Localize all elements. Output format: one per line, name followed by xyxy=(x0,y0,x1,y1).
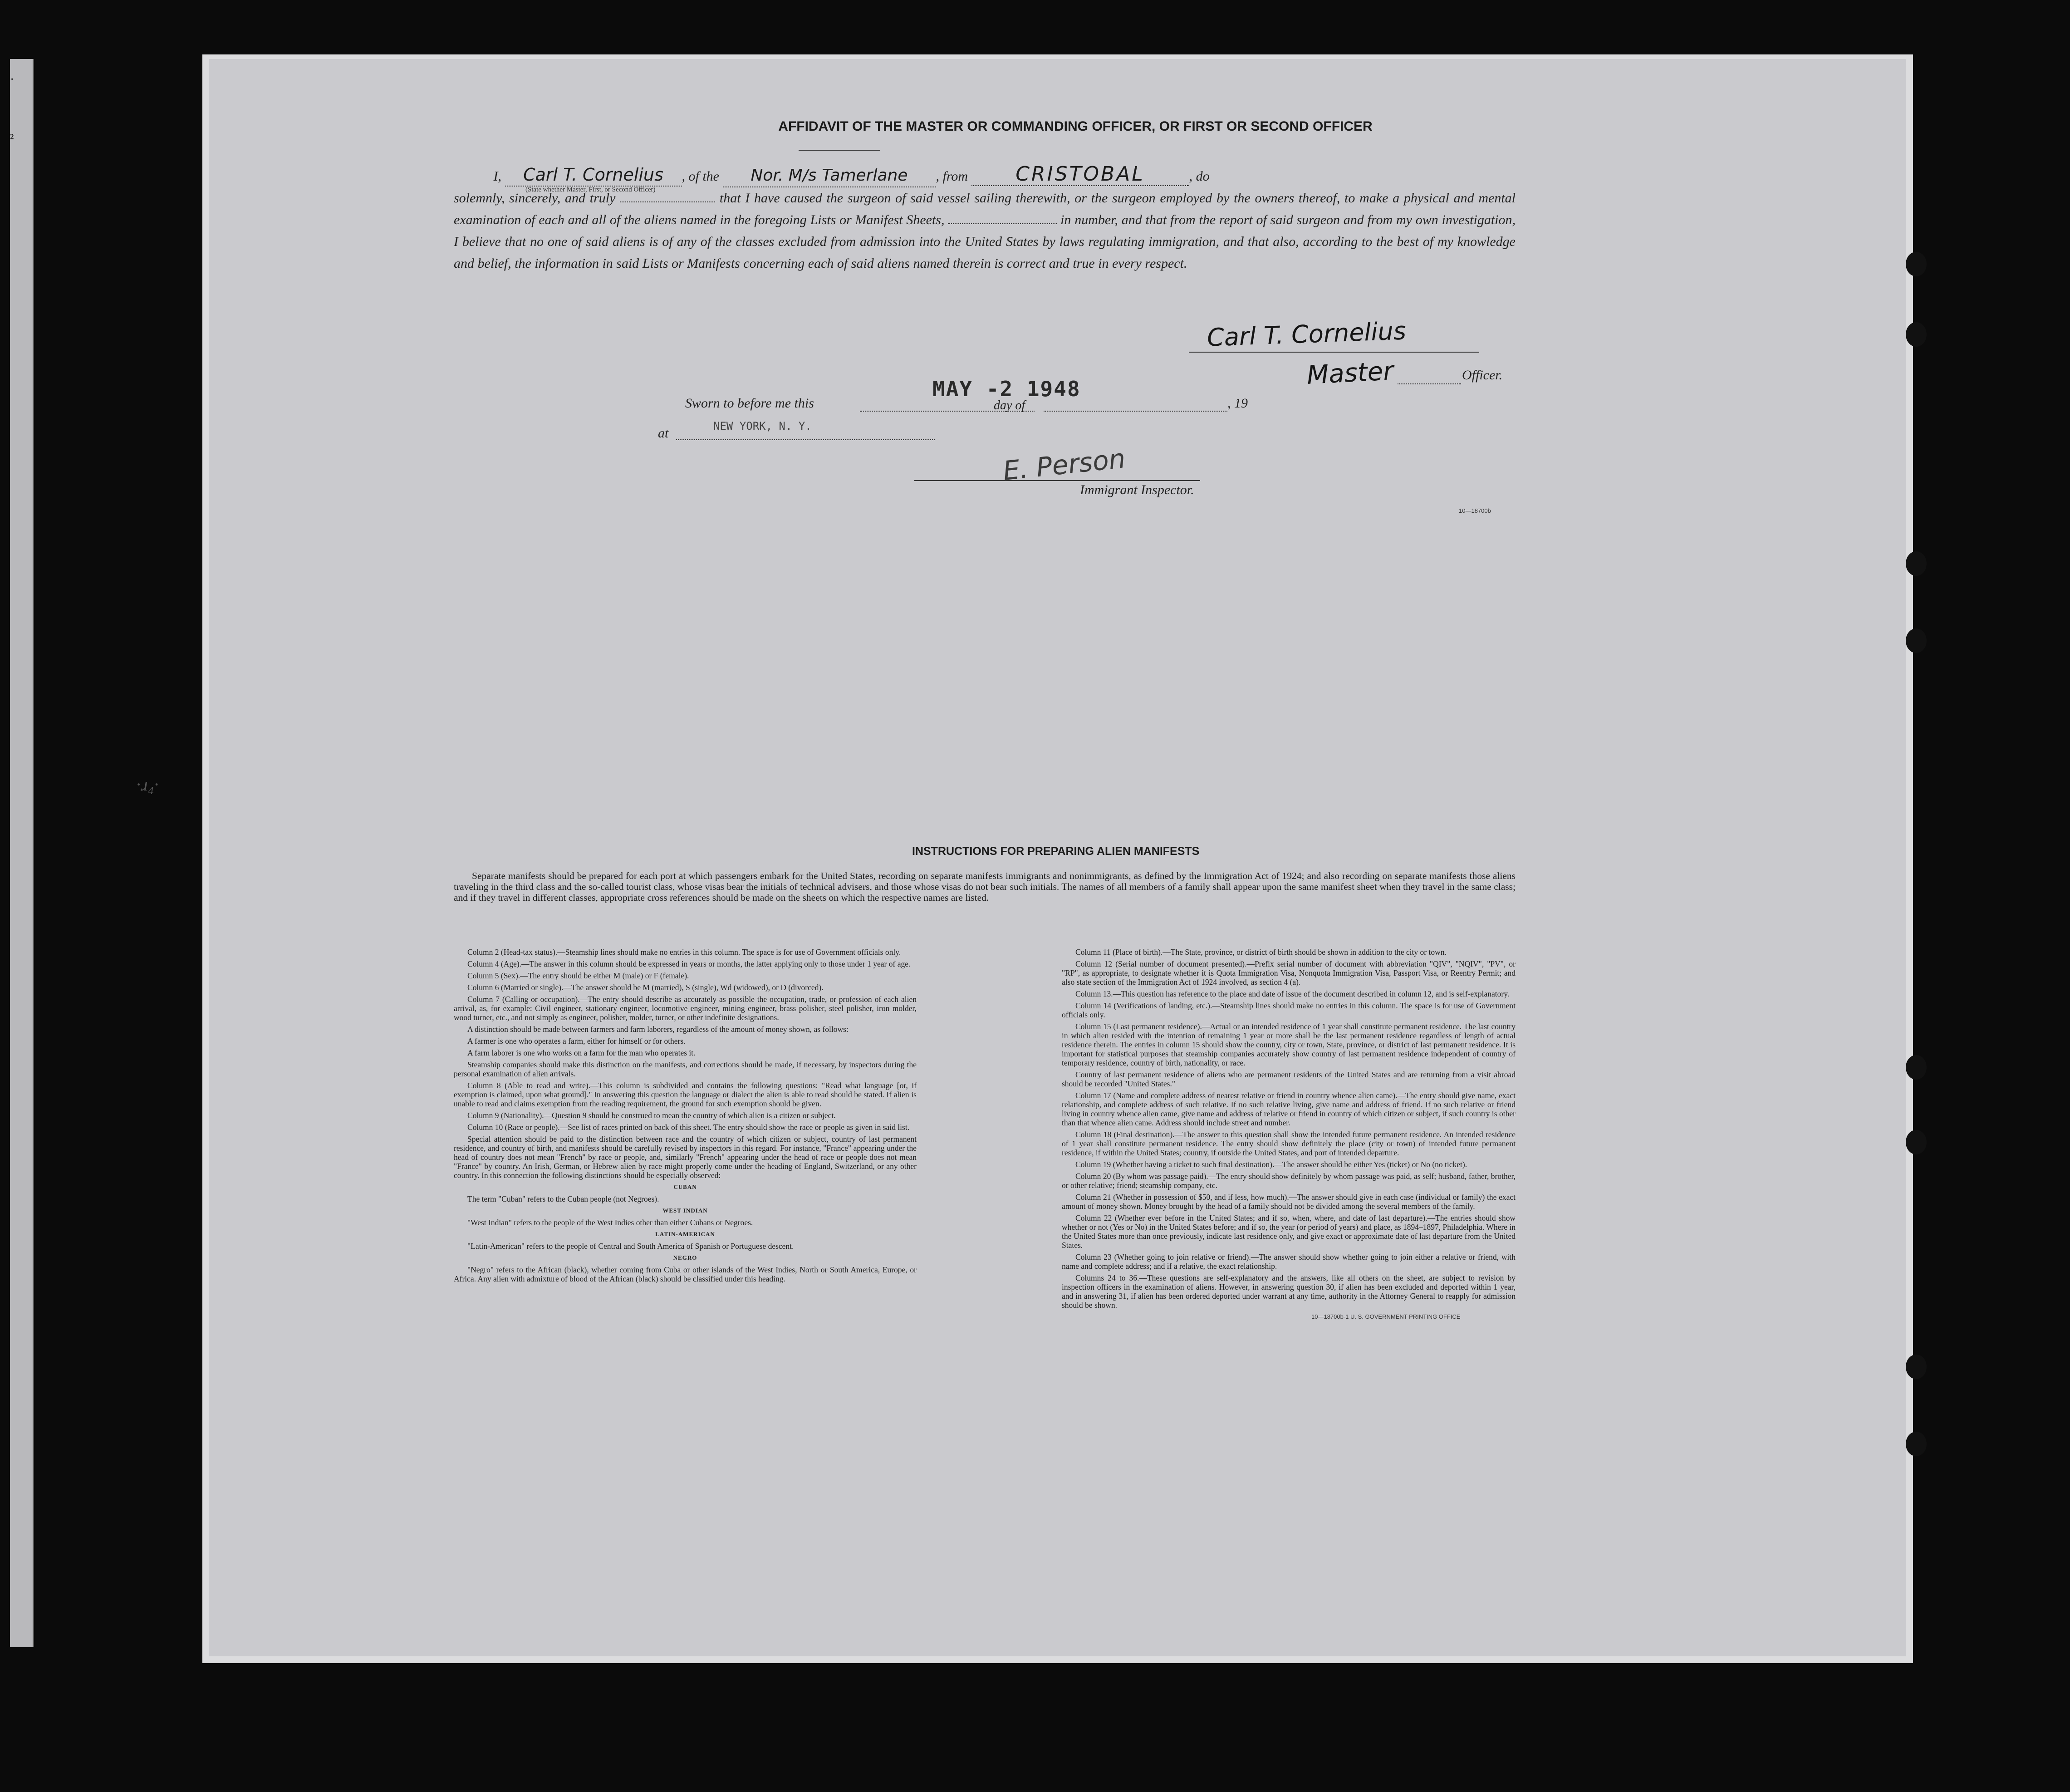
affidavit-text: solemnly, sincerely, and truly xyxy=(454,191,616,206)
place-line xyxy=(676,439,935,440)
instructions-left-column xyxy=(454,948,917,1286)
blank-field xyxy=(620,201,715,202)
instruction-paragraph: Column 5 (Sex).—The entry should be either M (male) or F (female). xyxy=(467,971,689,980)
signature-line xyxy=(1189,352,1479,353)
instruction-paragraph: Steamship companies should make this distinction on the manifests, and corrections should be made, if necessary, by inspectors during the personal examination of alien arrivals. xyxy=(454,1060,917,1078)
inspector-line xyxy=(914,480,1200,481)
instruction-paragraph: Column 20 (By whom was passage paid).—The entry should show definitely by whom passage was paid, as self; husband, father, brother, or other relative; friend; steamship company, etc. xyxy=(1062,1172,1516,1190)
instruction-paragraph: Column 12 (Serial number of document presented).—Prefix serial number of document with abbreviation "QIV", "NQIV", "PV", or "RP", as appropriate, to designate whether it is Quota Immigration Visa, Nonquota Immigration Visa, Passport Visa, or Reentry Permit; and also state section of the Immigration Act of 1924 involved, as section 4 (a). xyxy=(1062,959,1516,987)
instruction-paragraph: Column 15 (Last permanent residence).—Actual or an intended residence of 1 year shall constitute permanent residence. The last country in which alien resided with the intention of remaining 1 year or more shall be the last permanent residence regardless of length of actual residence therein. The entries in column 15 should show the country, city or town, State, province, or district of last permanent residence. It is important for statistical purposes that steamship companies accurately show country of last permanent residence independent of country of temporary residence, country of birth, nationality, or race. xyxy=(1062,1022,1516,1067)
instruction-paragraph: Column 23 (Whether going to join relative or friend).—The answer should show whether going to join either a relative or friend, with name and complete address; and if a relative, the exact relationship. xyxy=(1062,1252,1516,1271)
officer-label: Officer. xyxy=(1462,368,1503,383)
instruction-paragraph: The term "Cuban" refers to the Cuban people (not Negroes). xyxy=(467,1194,659,1203)
affidavit-text: I, xyxy=(493,169,501,184)
affidavit-body xyxy=(454,163,1516,275)
affidavit-text: in number, and that from the report of said surgeon and from my own investigation, I believe that no one of said aliens is of any of the classes excluded from admission into the United States by laws regulating immigration, and that also, according to the best of my knowledge and belief, the information in said Lists or Manifests concerning each of said aliens named therein is correct and true in every respect. xyxy=(454,212,1516,271)
count-field xyxy=(948,223,1057,224)
officer-title-field: Master xyxy=(1306,356,1394,390)
punch-hole xyxy=(1906,1130,1927,1154)
instruction-paragraph: "Latin-American" refers to the people of Central and South America of Spanish or Portuguese descent. xyxy=(467,1242,794,1251)
instruction-paragraph: A farm laborer is one who works on a farm for the man who operates it. xyxy=(467,1048,696,1057)
punch-hole xyxy=(1906,1355,1927,1379)
punch-hole xyxy=(1906,1432,1927,1456)
instruction-paragraph: Column 21 (Whether in possession of $50, and if less, how much).—The answer should give in each case (individual or family) the exact amount of money shown. Money brought by the head of a family should not be divided among the several members of the family. xyxy=(1062,1193,1516,1211)
instruction-paragraph: A distinction should be made between farmers and farm laborers, regardless of the amount of money shown, as follows: xyxy=(467,1025,849,1034)
master-name-field: Carl T. Cornelius xyxy=(505,164,682,187)
adjacent-page-strip: · ² xyxy=(10,59,34,1647)
officer-line xyxy=(1398,383,1461,384)
inspector-label: Immigrant Inspector. xyxy=(1080,482,1194,497)
instruction-paragraph: Column 11 (Place of birth).—The State, province, or district of birth should be shown in addition to the city or town. xyxy=(1075,948,1447,957)
instruction-paragraph: Columns 24 to 36.—These questions are self-explanatory and the answers, like all others on the sheet, are subject to revision by inspection officers in the examination of aliens. However, in answering question 30, if alien has been excluded and deported within 1 year, and in answering 31, if alien has been ordered deported under warrant at any time, authority in the Attorney General to reapply for admission should be shown. xyxy=(1062,1273,1516,1310)
punch-hole xyxy=(1906,322,1927,347)
instruction-paragraph: Column 7 (Calling or occupation).—The entry should describe as accurately as possible the occupation, trade, or profession of each alien arrival, as, for example: Civil engineer, stationary engineer, locomotive engineer, mining engineer, brass polisher, steel polisher, iron molder, wood turner, etc., and not simply as engineer, polisher, molder, turner, or other indefinite designations. xyxy=(454,995,917,1022)
instructions-right-column xyxy=(1062,948,1516,1324)
day-of-label: day of xyxy=(994,398,1025,412)
inspector-signature: E. Person xyxy=(1001,443,1127,486)
sworn-label: Sworn to before me this xyxy=(685,396,814,411)
punch-hole xyxy=(1906,551,1927,576)
scan-mark: ·ɹ₄· xyxy=(136,774,159,795)
instruction-paragraph: Column 18 (Final destination).—The answer to this question shall show the intended future permanent residence. An intended residence of 1 year shall constitute permanent residence. The entry should show definitely the place (city or town) of intended future permanent residence, if within the United States; country, if outside the United States, and port of intended departure. xyxy=(1062,1130,1516,1157)
punch-hole xyxy=(1906,628,1927,653)
instruction-paragraph: Column 10 (Race or people).—See list of races printed on back of this sheet. The entry should show the race or people as given in said list. xyxy=(467,1123,910,1132)
instruction-paragraph: Special attention should be paid to the distinction between race and the country of which citizen or subject, country of last permanent residence, and country of birth, and manifests should be carefully revised by inspectors in this regard. For instance, "France" appearing under the head of country does not mean "French" by race or people, and, similarly "French" appearing under the head of race or people does not mean "France" by country. An Irish, German, or Hebrew alien by race might properly come under the heading of England, Switzerland, or any other country. In this connection the following distinctions should be especially observed: xyxy=(454,1134,917,1180)
affidavit-text: , do xyxy=(1189,169,1210,184)
instruction-paragraph: "Negro" refers to the African (black), whether coming from Cuba or other islands of the West Indies, North or South America, Europe, or Africa. Any alien with admixture of blood of the African (black) should be classified under this heading. xyxy=(454,1265,917,1283)
page-edge xyxy=(202,54,1913,1663)
title-rule xyxy=(799,150,880,151)
sworn-month-line xyxy=(1044,411,1227,412)
affidavit-text: , of the xyxy=(682,169,719,184)
place-stamp: NEW YORK, N. Y. xyxy=(713,420,812,432)
port-field: CRISTOBAL xyxy=(971,163,1189,186)
instruction-paragraph: Column 9 (Nationality).—Question 9 should be construed to mean the country of which alien is a citizen or subject. xyxy=(467,1111,836,1120)
subheading-cuban: CUBAN xyxy=(673,1183,697,1190)
date-stamp: MAY -2 1948 xyxy=(932,377,1081,401)
instruction-paragraph: Column 6 (Married or single).—The answer should be M (married), S (single), Wd (widowed), or D (divorced). xyxy=(467,983,824,992)
instruction-paragraph: Column 17 (Name and complete address of nearest relative or friend in country whence alien came).—The entry should give name, exact relationship, and complete address of such relative. If no such relative living, give name and address of friend. If no such relative or friend living in country whence alien came, give name and address of relative or friend in country of which citizen or subject, if such country is other than that whence alien came. Address should include street and number. xyxy=(1062,1091,1516,1127)
instruction-paragraph: Column 13.—This question has reference to the place and date of issue of the document described in column 12, and is self-explanatory. xyxy=(1075,989,1510,998)
instruction-paragraph: Column 2 (Head-tax status).—Steamship lines should make no entries in this column. The space is for use of Government officials only. xyxy=(467,948,901,957)
instructions-intro xyxy=(454,870,1516,903)
instruction-paragraph: Column 8 (Able to read and write).—This column is subdivided and contains the following questions: "Read what language [or, if exemption is claimed, upon what ground]." In answering this question the language or dialect the alien is able to read should be stated. If alien is unable to read and claims exemption from the reading requirement, the ground for such exemption should be given. xyxy=(454,1081,917,1108)
subheading-negro: NEGRO xyxy=(673,1254,697,1261)
instruction-paragraph: Column 19 (Whether having a ticket to such final destination).—The answer should be either Yes (ticket) or No (no ticket). xyxy=(1075,1160,1467,1169)
instructions-title: INSTRUCTIONS FOR PREPARING ALIEN MANIFESTS xyxy=(912,845,1200,858)
affidavit-text: that I have caused the surgeon of said vessel sailing therewith, or the surgeon employed by the owners thereof, to make a physical and mental examination of each and all of the aliens named in the foregoing Lists or Manifest Sheets, xyxy=(454,191,1516,227)
instruction-paragraph: A farmer is one who operates a farm, either for himself or for others. xyxy=(467,1036,686,1046)
at-label: at xyxy=(658,426,669,441)
intro-text: Separate manifests should be prepared for each port at which passengers embark for the United States, recording on separate manifests immigrants and nonimmigrants, as defined by the Immigration Act of 1924; and also recording on separate manifests those aliens traveling in the third class and the so-called tourist class, whose visas bear the initials of technical advisers, and those whose visas do not bear such initials. The names of all members of a family shall appear upon the same manifest sheet when they travel in the same class; and if they travel in different classes, appropriate cross references should be made on the sheets on which the respective names are listed. xyxy=(454,870,1516,903)
punch-hole xyxy=(1906,1055,1927,1080)
form-number: 10—18700b xyxy=(1459,507,1491,514)
instruction-paragraph: Column 14 (Verifications of landing, etc.).—Steamship lines should make no entries in this column. The space is for use of Government officials only. xyxy=(1062,1001,1516,1019)
subheading-latin-american: LATIN-AMERICAN xyxy=(655,1231,715,1237)
instruction-paragraph: Country of last permanent residence of aliens who are permanent residents of the United States and are returning from a visit abroad should be recorded "United States." xyxy=(1062,1070,1516,1088)
officer-note: (State whether Master, First, or Second Officer) xyxy=(525,186,656,193)
vessel-name-field: Nor. M/s Tamerlane xyxy=(723,165,936,187)
punch-hole xyxy=(1906,252,1927,276)
year-label: , 19 xyxy=(1227,396,1248,411)
instruction-paragraph: Column 22 (Whether ever before in the United States; and if so, when, where, and date of last departure).—The entries should show whether or not (Yes or No) in the United States before; and if so, the year (or period of years) and place, as 1894–1897, Philadelphia. Where in the United States more than once previously, indicate last residence only, and give exact or approximate date of last departure from the United States. xyxy=(1062,1213,1516,1250)
subheading-west-indian: WEST INDIAN xyxy=(662,1207,708,1214)
affidavit-title: AFFIDAVIT OF THE MASTER OR COMMANDING OFFICER, OR FIRST OR SECOND OFFICER xyxy=(778,119,1373,134)
instruction-paragraph: "West Indian" refers to the people of the West Indies other than either Cubans or Negroes. xyxy=(467,1218,753,1227)
instruction-paragraph: Column 4 (Age).—The answer in this column should be expressed in years or months, the latter applying only to those under 1 year of age. xyxy=(467,959,911,968)
affidavit-text: , from xyxy=(936,169,968,184)
master-signature: Carl T. Cornelius xyxy=(1207,316,1407,352)
printing-office-footer: 10—18700b-1 U. S. GOVERNMENT PRINTING OFFICE xyxy=(1311,1313,1461,1320)
